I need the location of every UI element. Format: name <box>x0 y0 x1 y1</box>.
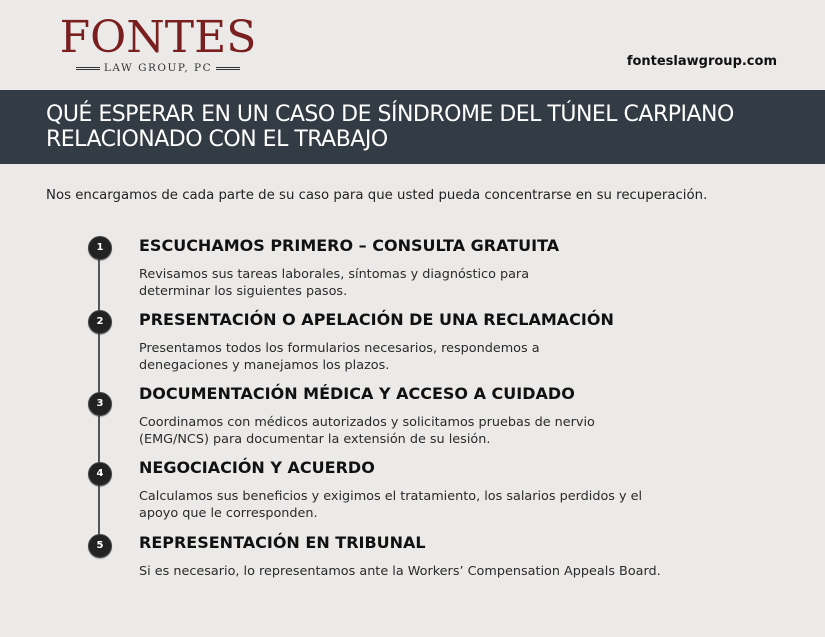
page-title <box>46 102 806 152</box>
logo <box>50 12 266 74</box>
step-description-line: Calculamos sus beneficios y exigimos el tratamiento, los salarios perdidos y el <box>139 489 643 504</box>
step-number-badge: 5 <box>88 534 112 558</box>
step-description <box>139 488 719 522</box>
step-number-badge: 2 <box>88 310 112 334</box>
step-description-line: (EMG/NCS) para documentar la extensión de su lesión. <box>139 432 491 447</box>
step-description-line: Presentamos todos los formularios necesarios, respondemos a <box>139 341 540 356</box>
website-link[interactable]: fonteslawgroup.com <box>626 54 777 69</box>
step-title: REPRESENTACIÓN EN TRIBUNAL <box>139 533 426 552</box>
logo-name: FONTES <box>59 12 257 63</box>
step-description-line: denegaciones y manejamos los plazos. <box>139 358 390 373</box>
step-title: ESCUCHAMOS PRIMERO – CONSULTA GRATUITA <box>139 236 560 255</box>
header <box>0 0 825 90</box>
logo-tagline: LAW GROUP, PC <box>103 62 213 74</box>
step-number-badge: 3 <box>88 392 112 416</box>
title-bar <box>0 90 825 164</box>
step-number-badge: 4 <box>88 462 112 486</box>
step-description-line: Si es necesario, lo representamos ante la Workers’ Compensation Appeals Board. <box>139 564 661 579</box>
page-title-line1: QUÉ ESPERAR EN UN CASO DE SÍNDROME DEL TÚNEL CARPIANO <box>46 102 734 127</box>
step-number-badge: 1 <box>88 236 112 260</box>
step-description <box>139 266 719 300</box>
page-title-line2: RELACIONADO CON EL TRABAJO <box>46 127 388 152</box>
step-description <box>139 340 719 374</box>
step-description-line: apoyo que le corresponden. <box>139 506 318 521</box>
step-title: NEGOCIACIÓN Y ACUERDO <box>139 458 375 477</box>
logo-tagline-row <box>50 62 266 74</box>
logo-rule-right <box>216 67 240 70</box>
step-description <box>139 563 719 580</box>
step-title: PRESENTACIÓN O APELACIÓN DE UNA RECLAMACIÓN <box>139 310 614 329</box>
step-title: DOCUMENTACIÓN MÉDICA Y ACCESO A CUIDADO <box>139 384 575 403</box>
step-description-line: Revisamos sus tareas laborales, síntomas y diagnóstico para <box>139 267 530 282</box>
step-description-line: Coordinamos con médicos autorizados y solicitamos pruebas de nervio <box>139 415 595 430</box>
intro-text: Nos encargamos de cada parte de su caso para que usted pueda concentrarse en su recuperación. <box>46 188 708 203</box>
step-description <box>139 414 719 448</box>
step-description-line: determinar los siguientes pasos. <box>139 284 348 299</box>
logo-rule-left <box>76 67 100 70</box>
